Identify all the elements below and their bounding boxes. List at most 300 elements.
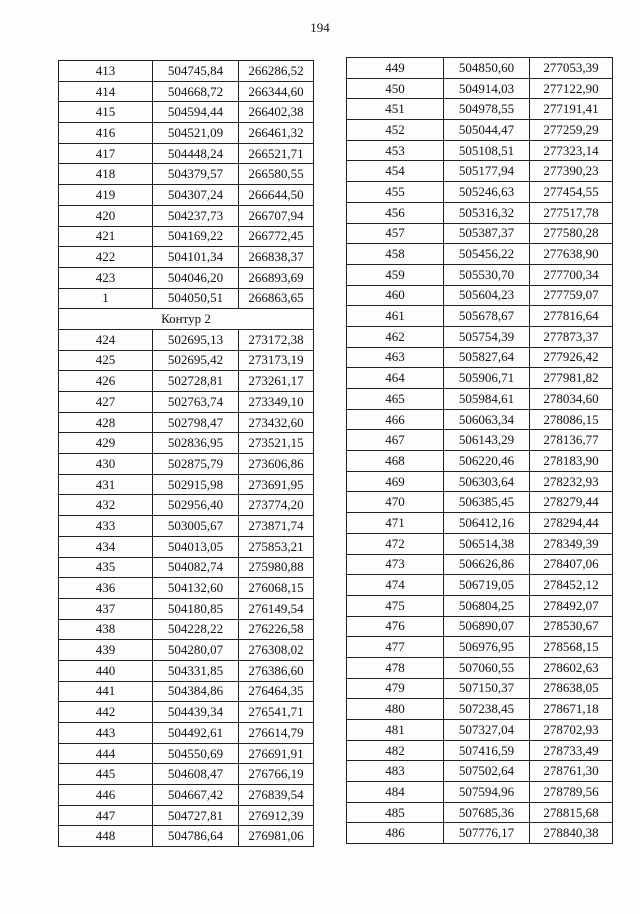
y-coordinate-cell: 277638,90	[530, 244, 613, 265]
table-row	[347, 58, 613, 79]
y-coordinate-cell: 273774,20	[239, 495, 314, 516]
y-coordinate-cell: 278136,77	[530, 430, 613, 451]
table-row	[347, 637, 613, 658]
y-coordinate-cell: 266402,38	[239, 102, 314, 123]
point-number-cell: 415	[59, 102, 153, 123]
point-number-cell: 461	[347, 306, 444, 327]
table-row	[59, 660, 314, 681]
y-coordinate-cell: 266893,69	[239, 267, 314, 288]
table-row	[59, 371, 314, 392]
y-coordinate-cell: 278733,49	[530, 740, 613, 761]
y-coordinate-cell: 277517,78	[530, 202, 613, 223]
point-number-cell: 431	[59, 474, 153, 495]
x-coordinate-cell: 504307,24	[153, 185, 239, 206]
x-coordinate-cell: 504101,34	[153, 247, 239, 268]
table-row	[347, 223, 613, 244]
table-row	[347, 657, 613, 678]
point-number-cell: 418	[59, 164, 153, 185]
table-row	[59, 288, 314, 309]
x-coordinate-cell: 504050,51	[153, 288, 239, 309]
coordinates-table-left	[58, 60, 314, 847]
section-title: Контур 2	[59, 309, 314, 330]
y-coordinate-cell: 278452,12	[530, 575, 613, 596]
y-coordinate-cell: 278492,07	[530, 595, 613, 616]
x-coordinate-cell: 504237,73	[153, 205, 239, 226]
point-number-cell: 448	[59, 826, 153, 847]
x-coordinate-cell: 504132,60	[153, 578, 239, 599]
y-coordinate-cell: 276464,35	[239, 681, 314, 702]
table-row	[59, 267, 314, 288]
x-coordinate-cell: 506063,34	[444, 409, 530, 430]
table-row	[59, 329, 314, 350]
x-coordinate-cell: 507594,96	[444, 782, 530, 803]
table-row	[59, 516, 314, 537]
y-coordinate-cell: 266580,55	[239, 164, 314, 185]
x-coordinate-cell: 505177,94	[444, 161, 530, 182]
point-number-cell: 413	[59, 61, 153, 82]
x-coordinate-cell: 505108,51	[444, 140, 530, 161]
table-row	[347, 616, 613, 637]
x-coordinate-cell: 506143,29	[444, 430, 530, 451]
y-coordinate-cell: 278568,15	[530, 637, 613, 658]
x-coordinate-cell: 506976,95	[444, 637, 530, 658]
y-coordinate-cell: 276226,58	[239, 619, 314, 640]
x-coordinate-cell: 504379,57	[153, 164, 239, 185]
x-coordinate-cell: 506804,25	[444, 595, 530, 616]
point-number-cell: 451	[347, 99, 444, 120]
point-number-cell: 445	[59, 764, 153, 785]
x-coordinate-cell: 505456,22	[444, 244, 530, 265]
table-row	[347, 140, 613, 161]
point-number-cell: 447	[59, 805, 153, 826]
x-coordinate-cell: 505754,39	[444, 326, 530, 347]
y-coordinate-cell: 276386,60	[239, 660, 314, 681]
point-number-cell: 485	[347, 802, 444, 823]
point-number-cell: 424	[59, 329, 153, 350]
table-row	[347, 202, 613, 223]
x-coordinate-cell: 507776,17	[444, 823, 530, 844]
point-number-cell: 441	[59, 681, 153, 702]
table-row	[59, 123, 314, 144]
y-coordinate-cell: 277122,90	[530, 78, 613, 99]
x-coordinate-cell: 502836,95	[153, 433, 239, 454]
point-number-cell: 458	[347, 244, 444, 265]
y-coordinate-cell: 266461,32	[239, 123, 314, 144]
y-coordinate-cell: 277759,07	[530, 285, 613, 306]
x-coordinate-cell: 504608,47	[153, 764, 239, 785]
x-coordinate-cell: 504978,55	[444, 99, 530, 120]
point-number-cell: 467	[347, 430, 444, 451]
x-coordinate-cell: 502763,74	[153, 392, 239, 413]
y-coordinate-cell: 276149,54	[239, 598, 314, 619]
point-number-cell: 423	[59, 267, 153, 288]
table-row	[59, 764, 314, 785]
x-coordinate-cell: 506303,64	[444, 471, 530, 492]
table-row	[59, 350, 314, 371]
x-coordinate-cell: 507327,04	[444, 720, 530, 741]
x-coordinate-cell: 504745,84	[153, 61, 239, 82]
point-number-cell: 436	[59, 578, 153, 599]
y-coordinate-cell: 278815,68	[530, 802, 613, 823]
x-coordinate-cell: 504228,22	[153, 619, 239, 640]
x-coordinate-cell: 505246,63	[444, 182, 530, 203]
x-coordinate-cell: 506220,46	[444, 451, 530, 472]
table-row	[347, 492, 613, 513]
y-coordinate-cell: 278789,56	[530, 782, 613, 803]
table-row	[347, 451, 613, 472]
section-header-row	[59, 309, 314, 330]
point-number-cell: 428	[59, 412, 153, 433]
point-number-cell: 435	[59, 557, 153, 578]
y-coordinate-cell: 277580,28	[530, 223, 613, 244]
table-row	[347, 161, 613, 182]
point-number-cell: 425	[59, 350, 153, 371]
table-row	[59, 681, 314, 702]
y-coordinate-cell: 266521,71	[239, 143, 314, 164]
table-row	[59, 205, 314, 226]
table-row	[347, 326, 613, 347]
y-coordinate-cell: 277981,82	[530, 368, 613, 389]
table-row	[59, 226, 314, 247]
x-coordinate-cell: 506514,38	[444, 533, 530, 554]
right-table-body	[347, 58, 613, 844]
point-number-cell: 454	[347, 161, 444, 182]
table-row	[59, 743, 314, 764]
point-number-cell: 476	[347, 616, 444, 637]
x-coordinate-cell: 504448,24	[153, 143, 239, 164]
table-row	[59, 785, 314, 806]
y-coordinate-cell: 266772,45	[239, 226, 314, 247]
table-row	[59, 102, 314, 123]
y-coordinate-cell: 275980,88	[239, 557, 314, 578]
point-number-cell: 421	[59, 226, 153, 247]
point-number-cell: 462	[347, 326, 444, 347]
table-row	[59, 143, 314, 164]
table-row	[347, 182, 613, 203]
x-coordinate-cell: 505387,37	[444, 223, 530, 244]
point-number-cell: 432	[59, 495, 153, 516]
y-coordinate-cell: 278086,15	[530, 409, 613, 430]
table-row	[347, 720, 613, 741]
table-row	[59, 557, 314, 578]
point-number-cell: 452	[347, 120, 444, 141]
point-number-cell: 466	[347, 409, 444, 430]
x-coordinate-cell: 505984,61	[444, 389, 530, 410]
x-coordinate-cell: 504550,69	[153, 743, 239, 764]
point-number-cell: 419	[59, 185, 153, 206]
y-coordinate-cell: 276766,19	[239, 764, 314, 785]
table-row	[59, 619, 314, 640]
x-coordinate-cell: 504046,20	[153, 267, 239, 288]
point-number-cell: 486	[347, 823, 444, 844]
point-number-cell: 438	[59, 619, 153, 640]
point-number-cell: 468	[347, 451, 444, 472]
table-row	[59, 702, 314, 723]
x-coordinate-cell: 507685,36	[444, 802, 530, 823]
x-coordinate-cell: 504668,72	[153, 81, 239, 102]
x-coordinate-cell: 502728,81	[153, 371, 239, 392]
x-coordinate-cell: 507060,55	[444, 657, 530, 678]
table-row	[59, 454, 314, 475]
y-coordinate-cell: 277323,14	[530, 140, 613, 161]
y-coordinate-cell: 278671,18	[530, 699, 613, 720]
point-number-cell: 477	[347, 637, 444, 658]
point-number-cell: 450	[347, 78, 444, 99]
point-number-cell: 443	[59, 723, 153, 744]
x-coordinate-cell: 504169,22	[153, 226, 239, 247]
table-row	[347, 678, 613, 699]
x-coordinate-cell: 506890,07	[444, 616, 530, 637]
point-number-cell: 478	[347, 657, 444, 678]
point-number-cell: 471	[347, 513, 444, 534]
table-row	[347, 120, 613, 141]
y-coordinate-cell: 276691,91	[239, 743, 314, 764]
y-coordinate-cell: 278840,38	[530, 823, 613, 844]
point-number-cell: 422	[59, 247, 153, 268]
table-row	[59, 412, 314, 433]
point-number-cell: 470	[347, 492, 444, 513]
point-number-cell: 459	[347, 264, 444, 285]
x-coordinate-cell: 507416,59	[444, 740, 530, 761]
y-coordinate-cell: 275853,21	[239, 536, 314, 557]
point-number-cell: 473	[347, 554, 444, 575]
y-coordinate-cell: 276839,54	[239, 785, 314, 806]
point-number-cell: 469	[347, 471, 444, 492]
y-coordinate-cell: 278638,05	[530, 678, 613, 699]
table-row	[59, 805, 314, 826]
table-row	[347, 699, 613, 720]
table-row	[59, 536, 314, 557]
point-number-cell: 429	[59, 433, 153, 454]
table-row	[347, 595, 613, 616]
y-coordinate-cell: 278279,44	[530, 492, 613, 513]
point-number-cell: 465	[347, 389, 444, 410]
x-coordinate-cell: 502695,13	[153, 329, 239, 350]
table-row	[59, 61, 314, 82]
point-number-cell: 427	[59, 392, 153, 413]
x-coordinate-cell: 504667,42	[153, 785, 239, 806]
point-number-cell: 456	[347, 202, 444, 223]
point-number-cell: 455	[347, 182, 444, 203]
x-coordinate-cell: 506412,16	[444, 513, 530, 534]
x-coordinate-cell: 507238,45	[444, 699, 530, 720]
point-number-cell: 482	[347, 740, 444, 761]
point-number-cell: 434	[59, 536, 153, 557]
table-row	[347, 347, 613, 368]
table-row	[347, 575, 613, 596]
point-number-cell: 483	[347, 761, 444, 782]
point-number-cell: 440	[59, 660, 153, 681]
x-coordinate-cell: 505827,64	[444, 347, 530, 368]
y-coordinate-cell: 266838,37	[239, 247, 314, 268]
table-row	[347, 533, 613, 554]
x-coordinate-cell: 502798,47	[153, 412, 239, 433]
point-number-cell: 430	[59, 454, 153, 475]
x-coordinate-cell: 505530,70	[444, 264, 530, 285]
y-coordinate-cell: 273349,10	[239, 392, 314, 413]
y-coordinate-cell: 273871,74	[239, 516, 314, 537]
y-coordinate-cell: 278761,30	[530, 761, 613, 782]
table-row	[59, 723, 314, 744]
x-coordinate-cell: 506385,45	[444, 492, 530, 513]
coordinates-table-right	[346, 57, 613, 844]
x-coordinate-cell: 504180,85	[153, 598, 239, 619]
y-coordinate-cell: 276068,15	[239, 578, 314, 599]
y-coordinate-cell: 278407,06	[530, 554, 613, 575]
x-coordinate-cell: 504786,64	[153, 826, 239, 847]
table-row	[59, 598, 314, 619]
x-coordinate-cell: 502875,79	[153, 454, 239, 475]
point-number-cell: 414	[59, 81, 153, 102]
x-coordinate-cell: 504914,03	[444, 78, 530, 99]
y-coordinate-cell: 266344,60	[239, 81, 314, 102]
y-coordinate-cell: 266863,65	[239, 288, 314, 309]
y-coordinate-cell: 277259,29	[530, 120, 613, 141]
table-row	[347, 264, 613, 285]
point-number-cell: 437	[59, 598, 153, 619]
point-number-cell: 417	[59, 143, 153, 164]
y-coordinate-cell: 273521,15	[239, 433, 314, 454]
y-coordinate-cell: 277816,64	[530, 306, 613, 327]
y-coordinate-cell: 273173,19	[239, 350, 314, 371]
table-row	[59, 392, 314, 413]
y-coordinate-cell: 277390,23	[530, 161, 613, 182]
point-number-cell: 433	[59, 516, 153, 537]
point-number-cell: 463	[347, 347, 444, 368]
page-number: 194	[310, 20, 330, 35]
y-coordinate-cell: 266644,50	[239, 185, 314, 206]
table-row	[347, 244, 613, 265]
point-number-cell: 426	[59, 371, 153, 392]
table-row	[347, 306, 613, 327]
point-number-cell: 457	[347, 223, 444, 244]
point-number-cell: 460	[347, 285, 444, 306]
point-number-cell: 442	[59, 702, 153, 723]
table-row	[59, 826, 314, 847]
left-table-body	[59, 61, 314, 847]
point-number-cell: 479	[347, 678, 444, 699]
y-coordinate-cell: 277053,39	[530, 58, 613, 79]
point-number-cell: 416	[59, 123, 153, 144]
table-row	[347, 740, 613, 761]
y-coordinate-cell: 273691,95	[239, 474, 314, 495]
point-number-cell: 480	[347, 699, 444, 720]
point-number-cell: 484	[347, 782, 444, 803]
table-row	[59, 474, 314, 495]
point-number-cell: 453	[347, 140, 444, 161]
point-number-cell: 1	[59, 288, 153, 309]
x-coordinate-cell: 504850,60	[444, 58, 530, 79]
y-coordinate-cell: 278232,93	[530, 471, 613, 492]
table-row	[347, 430, 613, 451]
table-row	[347, 782, 613, 803]
y-coordinate-cell: 278349,39	[530, 533, 613, 554]
point-number-cell: 464	[347, 368, 444, 389]
table-row	[347, 802, 613, 823]
y-coordinate-cell: 273261,17	[239, 371, 314, 392]
y-coordinate-cell: 266707,94	[239, 205, 314, 226]
y-coordinate-cell: 276614,79	[239, 723, 314, 744]
table-row	[59, 185, 314, 206]
table-row	[59, 433, 314, 454]
y-coordinate-cell: 277700,34	[530, 264, 613, 285]
table-row	[59, 578, 314, 599]
point-number-cell: 481	[347, 720, 444, 741]
table-row	[347, 409, 613, 430]
table-row	[59, 81, 314, 102]
x-coordinate-cell: 507502,64	[444, 761, 530, 782]
point-number-cell: 444	[59, 743, 153, 764]
y-coordinate-cell: 273606,86	[239, 454, 314, 475]
x-coordinate-cell: 504013,05	[153, 536, 239, 557]
table-row	[347, 823, 613, 844]
y-coordinate-cell: 277873,37	[530, 326, 613, 347]
point-number-cell: 420	[59, 205, 153, 226]
point-number-cell: 475	[347, 595, 444, 616]
point-number-cell: 472	[347, 533, 444, 554]
point-number-cell: 449	[347, 58, 444, 79]
y-coordinate-cell: 273172,38	[239, 329, 314, 350]
point-number-cell: 439	[59, 640, 153, 661]
table-row	[347, 471, 613, 492]
table-row	[59, 640, 314, 661]
point-number-cell: 474	[347, 575, 444, 596]
y-coordinate-cell: 278602,63	[530, 657, 613, 678]
x-coordinate-cell: 504082,74	[153, 557, 239, 578]
table-row	[59, 164, 314, 185]
table-row	[59, 495, 314, 516]
x-coordinate-cell: 502956,40	[153, 495, 239, 516]
y-coordinate-cell: 276541,71	[239, 702, 314, 723]
x-coordinate-cell: 503005,67	[153, 516, 239, 537]
y-coordinate-cell: 277454,55	[530, 182, 613, 203]
point-number-cell: 446	[59, 785, 153, 806]
y-coordinate-cell: 273432,60	[239, 412, 314, 433]
table-row	[347, 389, 613, 410]
y-coordinate-cell: 278530,67	[530, 616, 613, 637]
table-row	[59, 247, 314, 268]
table-row	[347, 99, 613, 120]
table-row	[347, 554, 613, 575]
x-coordinate-cell: 505044,47	[444, 120, 530, 141]
y-coordinate-cell: 278034,60	[530, 389, 613, 410]
y-coordinate-cell: 266286,52	[239, 61, 314, 82]
x-coordinate-cell: 505316,32	[444, 202, 530, 223]
x-coordinate-cell: 504492,61	[153, 723, 239, 744]
x-coordinate-cell: 506626,86	[444, 554, 530, 575]
x-coordinate-cell: 504727,81	[153, 805, 239, 826]
x-coordinate-cell: 504439,34	[153, 702, 239, 723]
y-coordinate-cell: 277926,42	[530, 347, 613, 368]
x-coordinate-cell: 504521,09	[153, 123, 239, 144]
x-coordinate-cell: 505604,23	[444, 285, 530, 306]
table-row	[347, 513, 613, 534]
y-coordinate-cell: 276308,02	[239, 640, 314, 661]
x-coordinate-cell: 502695,42	[153, 350, 239, 371]
x-coordinate-cell: 506719,05	[444, 575, 530, 596]
y-coordinate-cell: 278702,93	[530, 720, 613, 741]
y-coordinate-cell: 278294,44	[530, 513, 613, 534]
y-coordinate-cell: 277191,41	[530, 99, 613, 120]
x-coordinate-cell: 505678,67	[444, 306, 530, 327]
x-coordinate-cell: 504594,44	[153, 102, 239, 123]
y-coordinate-cell: 278183,90	[530, 451, 613, 472]
x-coordinate-cell: 504331,85	[153, 660, 239, 681]
table-row	[347, 761, 613, 782]
x-coordinate-cell: 502915,98	[153, 474, 239, 495]
table-row	[347, 285, 613, 306]
x-coordinate-cell: 504384,86	[153, 681, 239, 702]
